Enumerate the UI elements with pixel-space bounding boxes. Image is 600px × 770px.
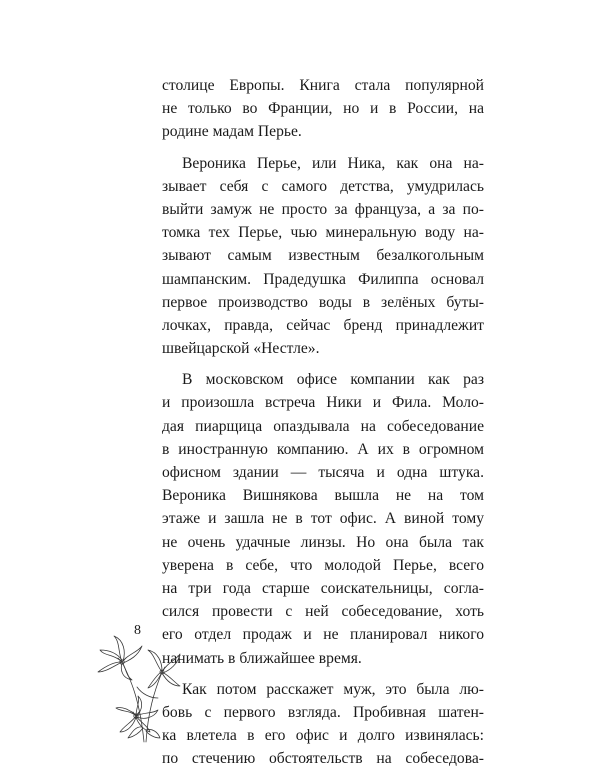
text-line: нанимать в ближайшее время.: [162, 649, 362, 667]
text-line: В московском офисе компании как раз: [182, 371, 484, 389]
text-line: офисном здании — тысяча и одна штука.: [162, 464, 484, 481]
text-line: не очень удачные линзы. Но она была так: [162, 533, 484, 551]
text-line: этаже и зашла не в тот офис. А виной тому: [162, 510, 484, 528]
text-line: на три года старше соискательницы, согла-: [162, 579, 484, 597]
text-line: столице Европы. Книга стала популярной: [162, 77, 484, 94]
text-line: ка влетела в его офис и долго извинялась:: [162, 727, 484, 745]
text-line: Как потом расскажет муж, это была лю-: [182, 680, 484, 698]
text-line: томка тех Перье, чью минеральную воду на-: [162, 224, 484, 242]
paragraph-2: [162, 152, 484, 361]
paragraph-4: [162, 678, 484, 770]
text-line: Вероника Вишнякова вышла не на том: [162, 487, 484, 505]
text-line: зывают самым известным безалкогольным: [162, 247, 484, 265]
paragraph-1: [162, 74, 484, 144]
text-line: его отдел продаж и не планировал никого: [162, 626, 484, 644]
text-line: выйти замуж не просто за француза, а за по-: [162, 200, 484, 218]
text-line: лочках, правда, сейчас бренд принадлежит: [162, 316, 484, 334]
text-line: зывает себя с самого детства, умудрилась: [162, 177, 484, 195]
text-line: в иностранную компанию. А их в огромном: [162, 440, 484, 458]
text-line: и произошла встреча Ники и Фила. Моло-: [162, 394, 484, 412]
text-line: бовь с первого взгляда. Пробивная шатен-: [162, 703, 484, 721]
text-line: первое производство воды в зелёных буты-: [162, 293, 484, 311]
text-line: Вероника Перье, или Ника, как она на-: [182, 154, 484, 172]
text-line: шампанским. Прадедушка Филиппа основал: [162, 270, 484, 288]
text-line: дая пиарщица опаздывала на собеседование: [162, 417, 484, 435]
text-line: родине мадам Перье.: [162, 123, 302, 141]
paragraph-3: [162, 368, 484, 669]
text-line: сился провести с ней собеседование, хоть: [162, 603, 484, 621]
text-line: швейцарской «Нестле».: [162, 340, 320, 358]
text-line: уверена в себе, что молодой Перье, всего: [162, 556, 484, 574]
text-line: по стечению обстоятельств на собеседова-: [162, 750, 484, 768]
page-number: 8: [134, 623, 141, 638]
flower-illustration-icon: [92, 632, 182, 744]
body-text: [162, 74, 484, 770]
text-line: не только во Франции, но и в России, на: [162, 100, 484, 118]
